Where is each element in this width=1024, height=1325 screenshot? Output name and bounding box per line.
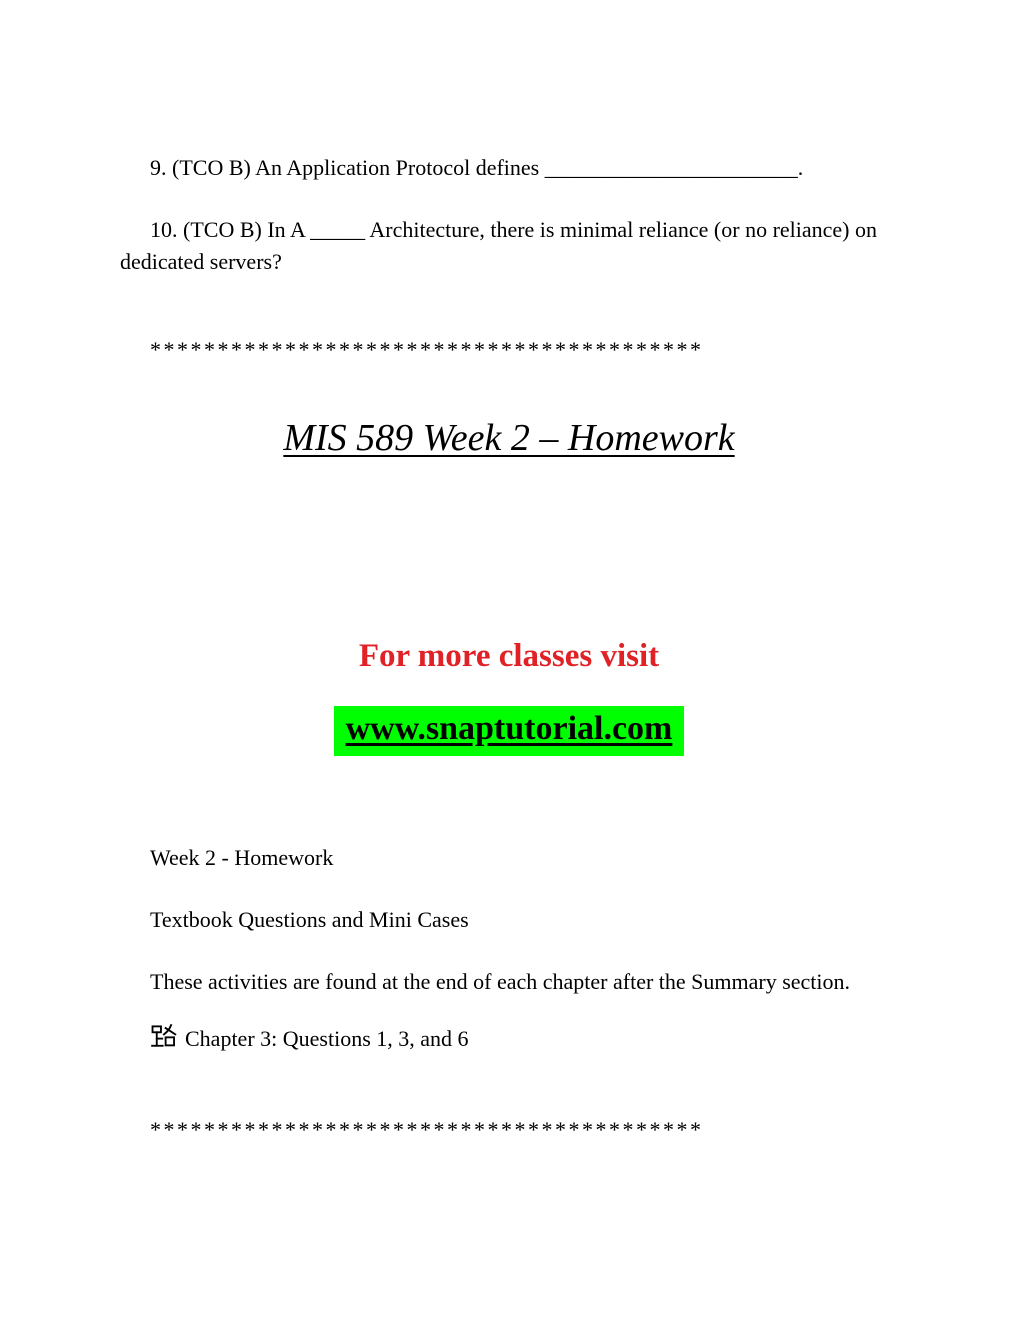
chapter-bullet-text: Chapter 3: Questions 1, 3, and 6 [185,1026,469,1051]
document-content [0,152,1024,1146]
cjk-bullet-icon [150,1023,177,1050]
snaptutorial-link[interactable]: www.snaptutorial.com [334,706,685,756]
separator-top: ***************************************** [150,337,704,362]
activities-description: These activities are found at the end of each chapter after the Summary section. [150,969,851,994]
page-title: MIS 589 Week 2 – Homework [283,417,735,459]
textbook-subheading: Textbook Questions and Mini Cases [150,907,469,932]
week-heading: Week 2 - Homework [150,845,334,870]
question-9: 9. (TCO B) An Application Protocol defines _______________________. [150,155,804,180]
chapter-bullet-item [120,1022,898,1056]
promo-url-line [120,706,898,756]
separator-bottom: ***************************************** [150,1117,704,1142]
question-10: 10. (TCO B) In A _____ Architecture, there is minimal reliance (or no reliance) on dedicated servers? [120,217,877,274]
promo-heading: For more classes visit [358,638,660,674]
